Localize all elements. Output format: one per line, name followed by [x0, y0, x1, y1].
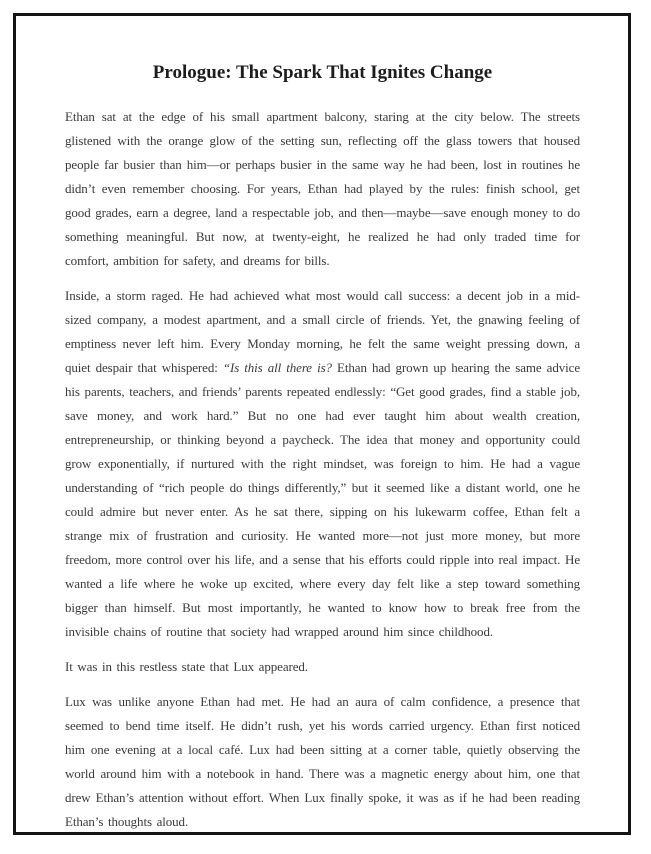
chapter-title: Prologue: The Spark That Ignites Change — [152, 62, 493, 83]
paragraph-2-italic-phrase: “Is this all there is? — [222, 360, 338, 375]
paragraph-4: Lux was unlike anyone Ethan had met. He had an aura of calm confidence, a presence that seemed to bend time itself. He didn’t rush, yet his words carried urgency. Ethan first noticed him one evening at a local café. Lux had been sitting at a corner table, quietly observing the world around him with a notebook in hand. There was a magnetic energy about him, one that drew Ethan’s attention without effort. When Lux finally spoke, it was as if he had been reading Ethan’s thoughts aloud. — [65, 694, 580, 829]
paragraph-2-rest: Ethan had grown up hearing the same advice his parents, teachers, and friends’ parents repeated endlessly: “Get good grades, find a stable job, save money, and work hard.” But no one had ever taught him about wealth creation, entrepreneurship, or thinking beyond a paycheck. The idea that money and opportunity could grow exponentially, if nurtured with the right mindset, was foreign to him. He had a vague understanding of “rich people do things differently,” but it seemed like a distant world, one he could admire but never enter. As he sat there, sipping on his lukewarm coffee, Ethan felt a strange mix of frustration and curiosity. He wanted more—not just more money, but more freedom, more control over his life, and a sense that his efforts could ripple into real impact. He wanted a life where he woke up excited, where every day felt like a step toward something bigger than himself. But most importantly, he wanted to know how to break free from the invisible chains of routine that society had wrapped around him since childhood. — [65, 360, 580, 639]
page-border-frame — [13, 13, 631, 835]
paragraph-2 — [65, 284, 580, 644]
paragraph-3: It was in this restless state that Lux appeared. — [65, 659, 308, 674]
page-content — [16, 16, 628, 834]
paragraph-2-lead: Inside, a storm raged. He had achieved what most would call success: a decent job in a mid-sized company, a modest apartment, and a small circle of friends. Yet, the gnawing feeling of emptiness never left him. Every Monday morning, he felt the same weight pressing down, a quiet despair that whispered: — [65, 288, 580, 375]
paragraph-1: Ethan sat at the edge of his small apartment balcony, staring at the city below. The streets glistened with the orange glow of the setting sun, reflecting off the glass towers that housed people far busier than him—or perhaps busier in the same way he had been, lost in routines he didn’t even remember choosing. For years, Ethan had played by the rules: finish school, get good grades, earn a degree, land a respectable job, and then—maybe—save enough money to do something meaningful. But now, at twenty-eight, he realized he had only traded time for comfort, ambition for safety, and dreams for bills. — [65, 109, 580, 268]
